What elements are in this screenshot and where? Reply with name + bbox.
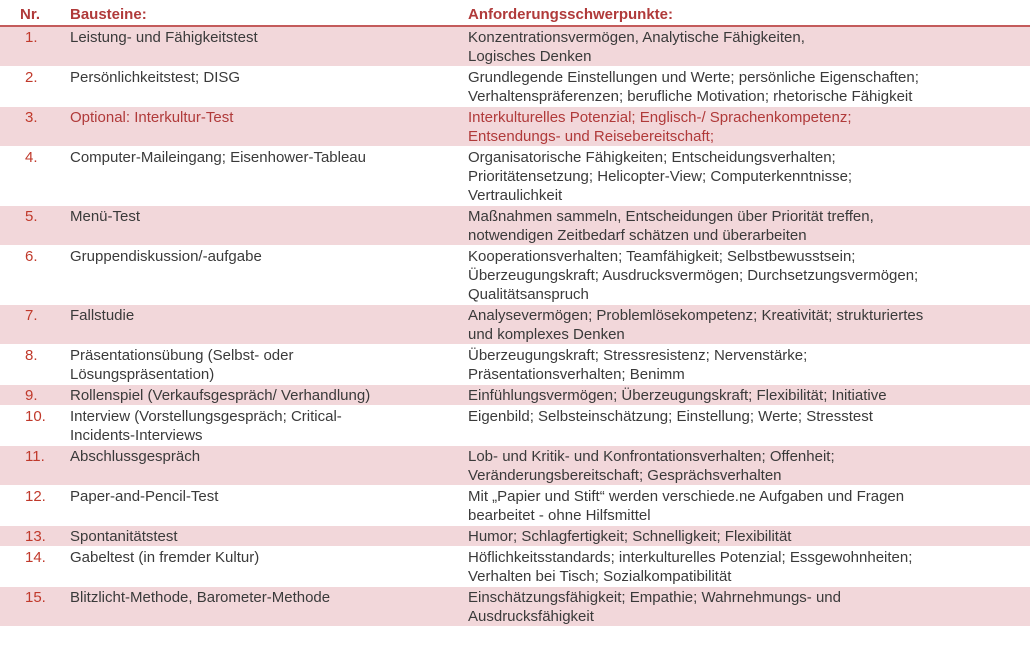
anforderung-cell-line: Höflichkeitsstandards; interkulturelles Potenzial; Essgewohnheiten; (468, 549, 913, 566)
anforderung-cell-line: Maßnahmen sammeln, Entscheidungen über Priorität treffen, (468, 208, 874, 225)
baustein-cell (70, 107, 468, 147)
table-row (0, 246, 1030, 305)
anforderung-cell-line: Organisatorische Fähigkeiten; Entscheidungsverhalten; (468, 149, 836, 166)
row-number: 1. (0, 26, 70, 67)
baustein-cell (70, 587, 468, 627)
row-number: 12. (0, 486, 70, 526)
baustein-cell-line: Abschlussgespräch (70, 448, 201, 465)
baustein-cell-line: Persönlichkeitstest; DISG (70, 69, 241, 86)
anforderung-cell-line: Grundlegende Einstellungen und Werte; persönliche Eigenschaften; (468, 69, 919, 86)
baustein-cell (70, 526, 468, 547)
row-number: 10. (0, 406, 70, 446)
table-row (0, 345, 1030, 385)
table-row (0, 107, 1030, 147)
baustein-cell (70, 147, 468, 206)
anforderung-cell-line: Entsendungs- und Reisebereitschaft; (468, 128, 714, 145)
baustein-cell (70, 246, 468, 305)
anforderung-cell-line: Prioritätensetzung; Helicopter-View; Computerkenntnisse; (468, 168, 853, 185)
baustein-cell-line: Optional: Interkultur-Test (70, 109, 234, 126)
row-number: 14. (0, 547, 70, 587)
anforderung-cell (468, 147, 1030, 206)
anforderung-cell (468, 547, 1030, 587)
baustein-cell-line: Gabeltest (in fremder Kultur) (70, 549, 260, 566)
header-anforderungen: Anforderungsschwerpunkte: (468, 3, 1030, 26)
baustein-cell (70, 345, 468, 385)
anforderung-cell-line: Überzeugungskraft; Stressresistenz; Nervenstärke; (468, 347, 808, 364)
baustein-cell (70, 406, 468, 446)
anforderung-cell (468, 526, 1030, 547)
table-row (0, 26, 1030, 67)
anforderung-cell (468, 107, 1030, 147)
baustein-cell-line: Paper-and-Pencil-Test (70, 488, 219, 505)
row-number: 6. (0, 246, 70, 305)
anforderung-cell (468, 206, 1030, 246)
anforderung-cell (468, 67, 1030, 107)
anforderung-cell (468, 406, 1030, 446)
anforderung-cell-line: Kooperationsverhalten; Teamfähigkeit; Selbstbewusstsein; (468, 248, 856, 265)
anforderung-cell-line: Verhaltenspräferenzen; berufliche Motivation; rhetorische Fähigkeit (468, 88, 913, 105)
header-nr: Nr. (0, 3, 70, 26)
baustein-cell (70, 486, 468, 526)
row-number: 4. (0, 147, 70, 206)
anforderung-cell-line: Präsentationsverhalten; Benimm (468, 366, 685, 383)
baustein-cell-line: Leistung- und Fähigkeitstest (70, 29, 258, 46)
anforderung-cell-line: Humor; Schlagfertigkeit; Schnelligkeit; Flexibilität (468, 528, 792, 545)
baustein-cell-line: Blitzlicht-Methode, Barometer-Methode (70, 589, 331, 606)
anforderung-cell (468, 446, 1030, 486)
table-row (0, 385, 1030, 406)
baustein-cell-line: Fallstudie (70, 307, 135, 324)
baustein-cell (70, 305, 468, 345)
anforderung-cell-line: Interkulturelles Potenzial; Englisch-/ Sprachenkompetenz; (468, 109, 852, 126)
table-row (0, 67, 1030, 107)
baustein-cell-line: Incidents-Interviews (70, 427, 203, 444)
baustein-cell-line: Lösungspräsentation) (70, 366, 215, 383)
anforderung-cell (468, 305, 1030, 345)
baustein-cell-line: Präsentationsübung (Selbst- oder (70, 347, 294, 364)
baustein-cell (70, 385, 468, 406)
row-number: 2. (0, 67, 70, 107)
anforderung-cell-line: Vertraulichkeit (468, 187, 563, 204)
anforderung-cell (468, 486, 1030, 526)
anforderung-cell-line: Qualitätsanspruch (468, 286, 589, 303)
table-row (0, 406, 1030, 446)
table-row (0, 547, 1030, 587)
row-number: 7. (0, 305, 70, 345)
anforderung-cell-line: Einfühlungsvermögen; Überzeugungskraft; Flexibilität; Initiative (468, 387, 887, 404)
table-row (0, 587, 1030, 627)
table-row (0, 206, 1030, 246)
anforderung-cell-line: Analysevermögen; Problemlösekompetenz; Kreativität; strukturiertes (468, 307, 924, 324)
anforderung-cell (468, 385, 1030, 406)
anforderung-cell (468, 345, 1030, 385)
baustein-cell-line: Menü-Test (70, 208, 141, 225)
anforderung-cell-line: Überzeugungskraft; Ausdrucksvermögen; Durchsetzungsvermögen; (468, 267, 919, 284)
bausteine-table (0, 3, 1030, 627)
row-number: 9. (0, 385, 70, 406)
anforderung-cell-line: bearbeitet - ohne Hilfsmittel (468, 507, 651, 524)
row-number: 15. (0, 587, 70, 627)
baustein-cell (70, 67, 468, 107)
baustein-cell (70, 26, 468, 67)
row-number: 8. (0, 345, 70, 385)
table-row (0, 486, 1030, 526)
anforderung-cell (468, 26, 1030, 67)
anforderung-cell-line: Ausdrucksfähigkeit (468, 608, 594, 625)
anforderung-cell-line: und komplexes Denken (468, 326, 625, 343)
anforderung-cell-line: Mit „Papier und Stift“ werden verschiede.ne Aufgaben und Fragen (468, 488, 905, 505)
table-body (0, 26, 1030, 627)
baustein-cell-line: Interview (Vorstellungsgespräch; Critical- (70, 408, 342, 425)
baustein-cell (70, 206, 468, 246)
anforderung-cell (468, 587, 1030, 627)
table-row (0, 446, 1030, 486)
anforderung-cell-line: Lob- und Kritik- und Konfrontationsverhalten; Offenheit; (468, 448, 835, 465)
anforderung-cell (468, 246, 1030, 305)
baustein-cell-line: Rollenspiel (Verkaufsgespräch/ Verhandlung) (70, 387, 371, 404)
row-number: 5. (0, 206, 70, 246)
row-number: 11. (0, 446, 70, 486)
anforderung-cell-line: Verhalten bei Tisch; Sozialkompatibilität (468, 568, 732, 585)
baustein-cell (70, 547, 468, 587)
table-header (0, 3, 1030, 26)
header-bausteine: Bausteine: (70, 3, 468, 26)
row-number: 13. (0, 526, 70, 547)
table-row (0, 147, 1030, 206)
baustein-cell-line: Gruppendiskussion/-aufgabe (70, 248, 262, 265)
table-row (0, 526, 1030, 547)
baustein-cell-line: Spontanitätstest (70, 528, 178, 545)
anforderung-cell-line: Eigenbild; Selbsteinschätzung; Einstellung; Werte; Stresstest (468, 408, 873, 425)
table-row (0, 305, 1030, 345)
baustein-cell-line: Computer-Maileingang; Eisenhower-Tableau (70, 149, 366, 166)
anforderung-cell-line: notwendigen Zeitbedarf schätzen und überarbeiten (468, 227, 807, 244)
anforderung-cell-line: Konzentrationsvermögen, Analytische Fähigkeiten, (468, 29, 805, 46)
anforderung-cell-line: Veränderungsbereitschaft; Gesprächsverhalten (468, 467, 782, 484)
row-number: 3. (0, 107, 70, 147)
baustein-cell (70, 446, 468, 486)
anforderung-cell-line: Logisches Denken (468, 48, 592, 65)
anforderung-cell-line: Einschätzungsfähigkeit; Empathie; Wahrnehmungs- und (468, 589, 841, 606)
